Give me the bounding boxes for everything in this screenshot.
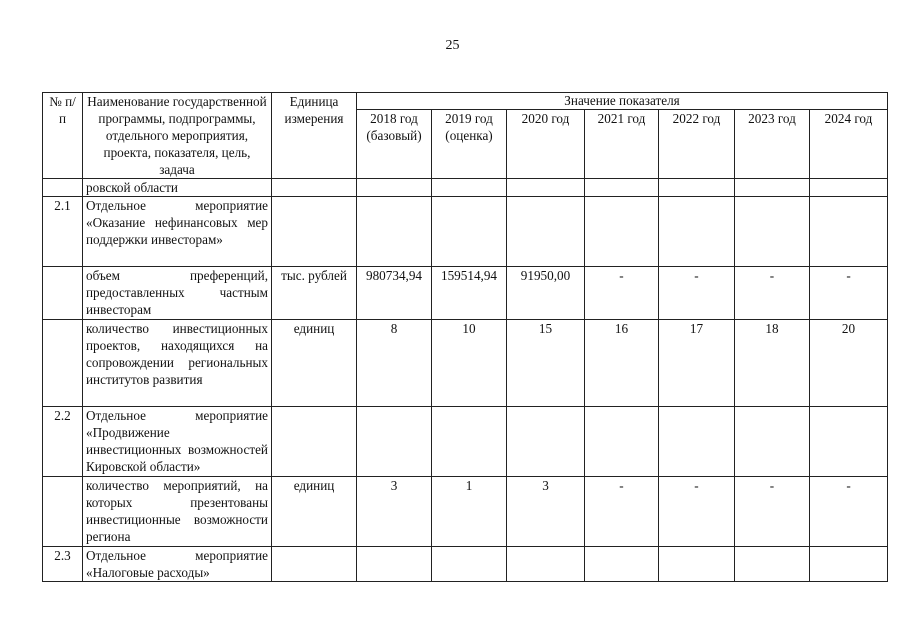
row-value: 91950,00	[507, 267, 585, 320]
row-name: ровской области	[83, 179, 272, 197]
header-year: 2018 год (базовый)	[357, 109, 432, 178]
table-row	[43, 267, 888, 320]
header-num: № п/п	[43, 93, 83, 179]
table-row	[43, 197, 888, 267]
table-row	[43, 477, 888, 547]
row-value: -	[585, 267, 659, 320]
table-row	[43, 407, 888, 477]
row-unit: единиц	[272, 320, 357, 407]
row-value	[810, 197, 888, 267]
row-value: 3	[357, 477, 432, 547]
row-value	[585, 547, 659, 582]
row-num: 2.2	[43, 407, 83, 477]
row-value: 980734,94	[357, 267, 432, 320]
row-unit: единиц	[272, 477, 357, 547]
row-num: 2.3	[43, 547, 83, 582]
row-unit	[272, 547, 357, 582]
row-name: Отдельное мероприятие «Продвижение инвестиционных возможностей Кировской области»	[83, 407, 272, 477]
row-value: -	[659, 267, 735, 320]
row-value	[659, 407, 735, 477]
row-value: 3	[507, 477, 585, 547]
row-unit	[272, 197, 357, 267]
row-name: объем преференций, предоставленных частным инвесторам	[83, 267, 272, 320]
row-value	[357, 197, 432, 267]
row-value	[659, 547, 735, 582]
row-value	[585, 197, 659, 267]
header-values-group: Значение показателя	[357, 93, 888, 110]
row-value	[507, 179, 585, 197]
row-name: Отдельное мероприятие «Налоговые расходы»	[83, 547, 272, 582]
table-row	[43, 179, 888, 197]
row-value: -	[810, 267, 888, 320]
row-value: -	[585, 477, 659, 547]
header-year: 2022 год	[659, 109, 735, 178]
header-year: 2024 год	[810, 109, 888, 178]
row-value: 17	[659, 320, 735, 407]
header-year: 2021 год	[585, 109, 659, 178]
row-value	[357, 179, 432, 197]
row-name: количество мероприятий, на которых презентованы инвестиционные возможности региона	[83, 477, 272, 547]
row-num	[43, 267, 83, 320]
row-value	[810, 407, 888, 477]
table-row	[43, 547, 888, 582]
row-value	[735, 197, 810, 267]
row-value: 18	[735, 320, 810, 407]
row-num: 2.1	[43, 197, 83, 267]
row-unit	[272, 179, 357, 197]
row-value: 1	[432, 477, 507, 547]
row-unit	[272, 407, 357, 477]
page-number: 25	[445, 38, 460, 53]
row-value: 159514,94	[432, 267, 507, 320]
row-value	[659, 179, 735, 197]
row-num	[43, 477, 83, 547]
row-value	[432, 547, 507, 582]
header-year: 2023 год	[735, 109, 810, 178]
row-value: 8	[357, 320, 432, 407]
row-value: 16	[585, 320, 659, 407]
indicators-table	[42, 92, 888, 582]
row-name: количество инвестиционных проектов, находящихся на сопровождении региональных институтов развития	[83, 320, 272, 407]
row-value	[585, 179, 659, 197]
row-value	[357, 407, 432, 477]
row-num	[43, 179, 83, 197]
row-value	[810, 179, 888, 197]
row-value: -	[735, 477, 810, 547]
header-name: Наименование государственной программы, подпрограммы, отдельного мероприятия, проекта, показателя, цель, задача	[83, 93, 272, 179]
row-value	[507, 407, 585, 477]
row-name: Отдельное мероприятие «Оказание нефинансовых мер поддержки инвесторам»	[83, 197, 272, 267]
row-value: -	[659, 477, 735, 547]
row-value	[585, 407, 659, 477]
table-row	[43, 320, 888, 407]
row-value: 15	[507, 320, 585, 407]
header-year: 2020 год	[507, 109, 585, 178]
row-value	[432, 407, 507, 477]
row-value	[432, 179, 507, 197]
row-value	[735, 179, 810, 197]
row-value	[810, 547, 888, 582]
header-year: 2019 год (оценка)	[432, 109, 507, 178]
row-value	[735, 407, 810, 477]
row-num	[43, 320, 83, 407]
row-unit: тыс. рублей	[272, 267, 357, 320]
header-unit: Единица измерения	[272, 93, 357, 179]
row-value	[507, 547, 585, 582]
row-value: -	[735, 267, 810, 320]
row-value	[735, 547, 810, 582]
row-value: -	[810, 477, 888, 547]
header-row	[43, 93, 888, 110]
row-value	[507, 197, 585, 267]
row-value: 10	[432, 320, 507, 407]
row-value	[659, 197, 735, 267]
row-value	[357, 547, 432, 582]
row-value	[432, 197, 507, 267]
row-value: 20	[810, 320, 888, 407]
